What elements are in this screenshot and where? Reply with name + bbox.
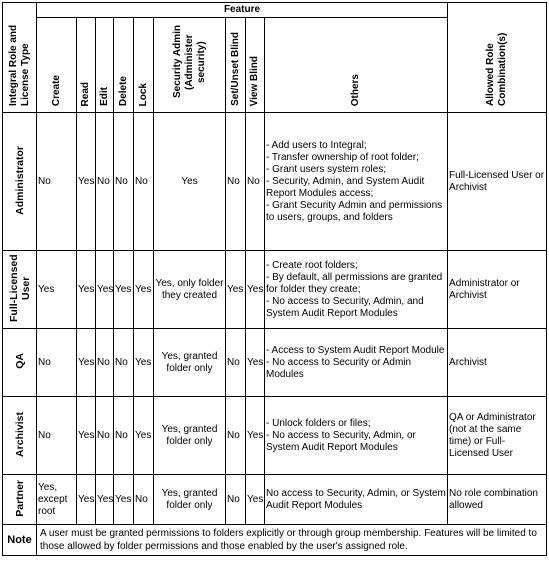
cell-view-blind: No [246,113,265,251]
note-text: A user must be granted permissions to folders explicitly or through group membership. Features will be limited to those allowed by folder permissions and those enabled by the user's assigned role. [37,525,547,556]
table-row [3,397,547,475]
feature-group-header: Feature [37,3,448,18]
cell-security-admin: Yes, granted folder only [154,475,226,525]
others-item: - By default, all permissions are granted for folder they create; [266,271,443,295]
cell-lock: No [134,475,154,525]
cell-delete: Yes [114,251,134,329]
others-item: - Unlock folders or files; [266,417,371,429]
col-security-admin: Security Admin (Administer security) [154,18,226,113]
cell-read: Yes [77,397,96,475]
cell-others [265,113,448,251]
cell-others [265,329,448,397]
cell-lock: Yes [134,251,154,329]
others-item: - Security, Admin, and System Audit Report Modules access; [266,175,425,199]
role-qa: QA [3,329,37,397]
cell-allowed: Archivist [448,329,547,397]
cell-edit: Yes [96,251,114,329]
cell-delete: No [114,113,134,251]
note-row [3,525,547,556]
cell-allowed: Administrator or Archivist [448,251,547,329]
cell-view-blind: Yes [246,251,265,329]
role-full-licensed-user: Full-Licensed User [3,251,37,329]
others-item: - Transfer ownership of root folder; [266,151,419,163]
note-label: Note [3,525,37,556]
col-edit: Edit [96,18,114,113]
cell-edit: Yes [96,475,114,525]
cell-set-blind: No [226,329,246,397]
others-item: - Add users to Integral; [266,139,367,151]
others-item: - No access to Security, Admin, or System Audit Report Modules [266,429,416,453]
role-column-header: Integral Role and License Type [3,3,37,113]
cell-create: No [37,329,77,397]
cell-delete: Yes [114,475,134,525]
cell-create: Yes, except root [37,475,77,525]
cell-view-blind: Yes [246,475,265,525]
cell-allowed: QA or Administrator (not at the same time) or Full-Licensed User [448,397,547,475]
cell-create: No [37,113,77,251]
others-item: No access to Security, Admin, or System Audit Report Modules [266,487,446,511]
table-row [3,113,547,251]
others-item: - Grant users system roles; [266,163,387,175]
cell-create: Yes [37,251,77,329]
cell-read: Yes [77,329,96,397]
others-item: - No access to Security, Admin, and System Audit Report Modules [266,295,424,319]
others-item: - Create root folders; [266,259,358,271]
allowed-combination-header: Allowed Role Combination(s) [448,3,547,113]
table-row [3,251,547,329]
cell-view-blind: Yes [246,329,265,397]
role-partner: Partner [3,475,37,525]
others-item: - Grant Security Admin and permissions to users, groups, and folders [266,199,443,223]
cell-lock: Yes [134,329,154,397]
role-archivist: Archivist [3,397,37,475]
cell-security-admin: Yes, granted folder only [154,329,226,397]
cell-set-blind: No [226,397,246,475]
cell-security-admin: Yes [154,113,226,251]
cell-security-admin: Yes, granted folder only [154,397,226,475]
cell-edit: No [96,113,114,251]
cell-allowed: Full-Licensed User or Archivist [448,113,547,251]
others-item: - No access to Security or Admin Modules [266,356,412,380]
cell-allowed: No role combination allowed [448,475,547,525]
cell-others [265,475,448,525]
cell-lock: Yes [134,397,154,475]
table-row [3,329,547,397]
cell-set-blind: Yes [226,251,246,329]
others-item: - Access to System Audit Report Module [266,344,445,356]
cell-edit: No [96,329,114,397]
col-delete: Delete [114,18,134,113]
cell-delete: No [114,397,134,475]
cell-read: Yes [77,251,96,329]
role-administrator: Administrator [3,113,37,251]
col-create: Create [37,18,77,113]
cell-delete: No [114,329,134,397]
cell-others [265,251,448,329]
cell-create: No [37,397,77,475]
col-others: Others [265,18,448,113]
cell-read: Yes [77,475,96,525]
cell-read: Yes [77,113,96,251]
cell-others [265,397,448,475]
col-set-unset-blind: Set/Unset Blind [226,18,246,113]
col-read: Read [77,18,96,113]
cell-security-admin: Yes, only folder they created [154,251,226,329]
cell-edit: No [96,397,114,475]
col-view-blind: View Blind [246,18,265,113]
table-row [3,475,547,525]
col-lock: Lock [134,18,154,113]
cell-set-blind: No [226,475,246,525]
cell-lock: No [134,113,154,251]
roles-feature-table [2,2,547,556]
cell-view-blind: Yes [246,397,265,475]
cell-set-blind: No [226,113,246,251]
